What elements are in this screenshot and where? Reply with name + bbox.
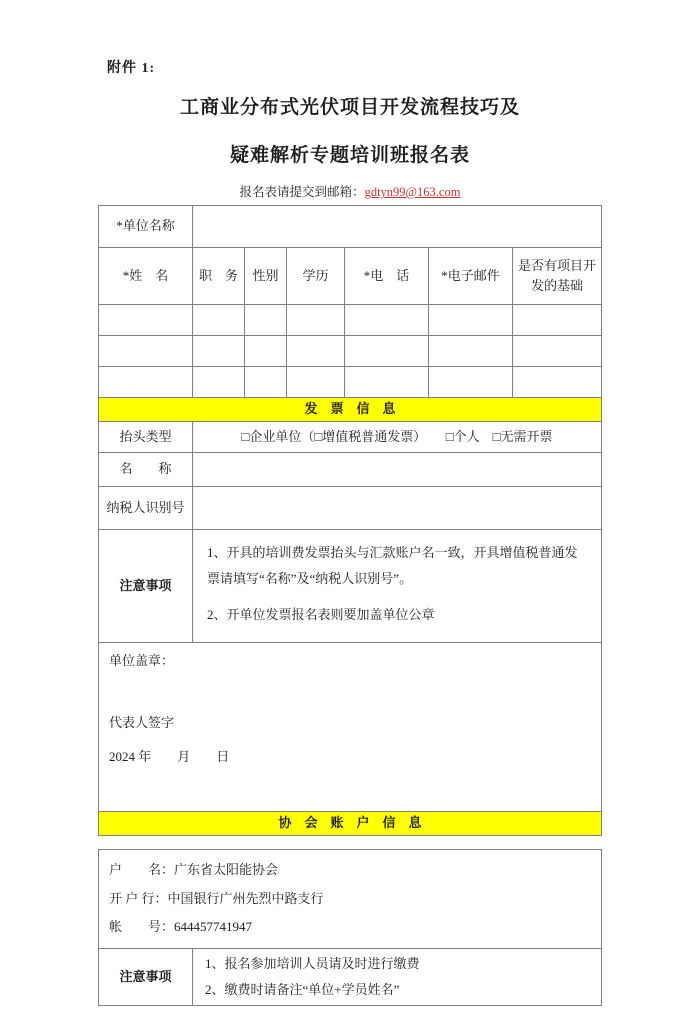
page-title-line2: 疑难解析专题培训班报名表 bbox=[229, 145, 470, 166]
invoice-name-input-cell bbox=[193, 453, 602, 487]
account-number-line: 帐 号：644457741947 bbox=[109, 919, 253, 935]
empty-input-cell bbox=[193, 305, 245, 336]
registration-table bbox=[98, 205, 602, 836]
invoice-note-2: 2、开单位发票报名表则要加盖单位公章 bbox=[207, 607, 435, 622]
empty-input-cell bbox=[193, 367, 245, 398]
empty-input-cell bbox=[429, 305, 513, 336]
attachment-label: 附件 1: bbox=[107, 61, 156, 76]
col-header-gender: 性别 bbox=[245, 248, 287, 305]
stamp-cell bbox=[99, 643, 602, 812]
empty-input-cell bbox=[99, 367, 193, 398]
empty-input-cell bbox=[287, 367, 345, 398]
account-info-cell bbox=[99, 850, 602, 949]
person-empty-row bbox=[99, 305, 602, 336]
empty-input-cell bbox=[245, 367, 287, 398]
invoice-section-band bbox=[99, 398, 602, 422]
account-note-2: 2、缴费时请备注“单位+学员姓名” bbox=[205, 982, 400, 998]
account-info-row bbox=[99, 850, 602, 949]
invoice-tax-id-label: 纳税人识别号 bbox=[99, 487, 193, 530]
empty-input-cell bbox=[513, 336, 602, 367]
unit-stamp-label: 单位盖章： bbox=[109, 653, 175, 668]
submit-note bbox=[0, 182, 700, 200]
invoice-tax-id-row bbox=[99, 487, 602, 530]
empty-input-cell bbox=[99, 336, 193, 367]
empty-input-cell bbox=[513, 305, 602, 336]
account-notes-row bbox=[99, 949, 602, 1006]
col-header-education: 学历 bbox=[287, 248, 345, 305]
empty-input-cell bbox=[287, 336, 345, 367]
bank-line: 开 户 行：中国银行广州先烈中路支行 bbox=[109, 890, 324, 906]
date-line: 2024 年 月 日 bbox=[109, 749, 230, 765]
unit-name-input-cell bbox=[193, 206, 602, 248]
submit-note-text: 报名表请提交到邮箱： bbox=[239, 185, 365, 199]
invoice-title-type-label: 抬头类型 bbox=[99, 422, 193, 453]
unit-name-label-cell: *单位名称 bbox=[99, 206, 193, 248]
invoice-title-type-row bbox=[99, 422, 602, 453]
empty-input-cell bbox=[429, 367, 513, 398]
account-name-line: 户 名：广东省太阳能协会 bbox=[109, 862, 279, 877]
account-notes-label: 注意事项 bbox=[99, 949, 193, 1006]
invoice-section-title: 发 票 信 息 bbox=[99, 398, 602, 422]
invoice-notes-content bbox=[193, 530, 602, 643]
person-empty-row bbox=[99, 367, 602, 398]
empty-input-cell bbox=[245, 305, 287, 336]
col-header-position: 职 务 bbox=[193, 248, 245, 305]
account-note-1: 1、报名参加培训人员请及时进行缴费 bbox=[205, 956, 420, 972]
empty-input-cell bbox=[99, 305, 193, 336]
email-link[interactable]: gdtyn99@163.com bbox=[364, 185, 461, 199]
invoice-tax-id-input-cell bbox=[193, 487, 602, 530]
empty-input-cell bbox=[345, 367, 429, 398]
person-header-row bbox=[99, 248, 602, 305]
stamp-row bbox=[99, 643, 602, 812]
invoice-notes-label: 注意事项 bbox=[99, 530, 193, 643]
unit-name-row bbox=[99, 206, 602, 248]
empty-input-cell bbox=[345, 336, 429, 367]
empty-input-cell bbox=[429, 336, 513, 367]
empty-input-cell bbox=[345, 305, 429, 336]
invoice-name-row bbox=[99, 453, 602, 487]
empty-input-cell bbox=[245, 336, 287, 367]
col-header-phone: *电 话 bbox=[345, 248, 429, 305]
account-section-band bbox=[99, 812, 602, 836]
col-header-email: *电子邮件 bbox=[429, 248, 513, 305]
account-notes-content bbox=[193, 949, 602, 1006]
empty-input-cell bbox=[193, 336, 245, 367]
account-section-title: 协 会 账 户 信 息 bbox=[99, 812, 602, 836]
empty-input-cell bbox=[513, 367, 602, 398]
invoice-name-label: 名 称 bbox=[99, 453, 193, 487]
representative-signature-label: 代表人签字 bbox=[109, 715, 175, 731]
invoice-title-type-options: □企业单位（□增值税普通发票） □个人 □无需开票 bbox=[193, 422, 602, 453]
col-header-name: *姓 名 bbox=[99, 248, 193, 305]
association-account-table bbox=[98, 849, 602, 1006]
invoice-note-1: 1、开具的培训费发票抬头与汇款账户名一致，开具增值税普通发票请填写“名称”及“纳税人识别号”。 bbox=[207, 545, 578, 586]
invoice-notes-row bbox=[99, 530, 602, 643]
col-header-pv-basis: 是否有项目开发的基础 bbox=[513, 248, 602, 305]
person-empty-row bbox=[99, 336, 602, 367]
empty-input-cell bbox=[287, 305, 345, 336]
page-title-line1: 工商业分布式光伏项目开发流程技巧及 bbox=[179, 97, 520, 118]
